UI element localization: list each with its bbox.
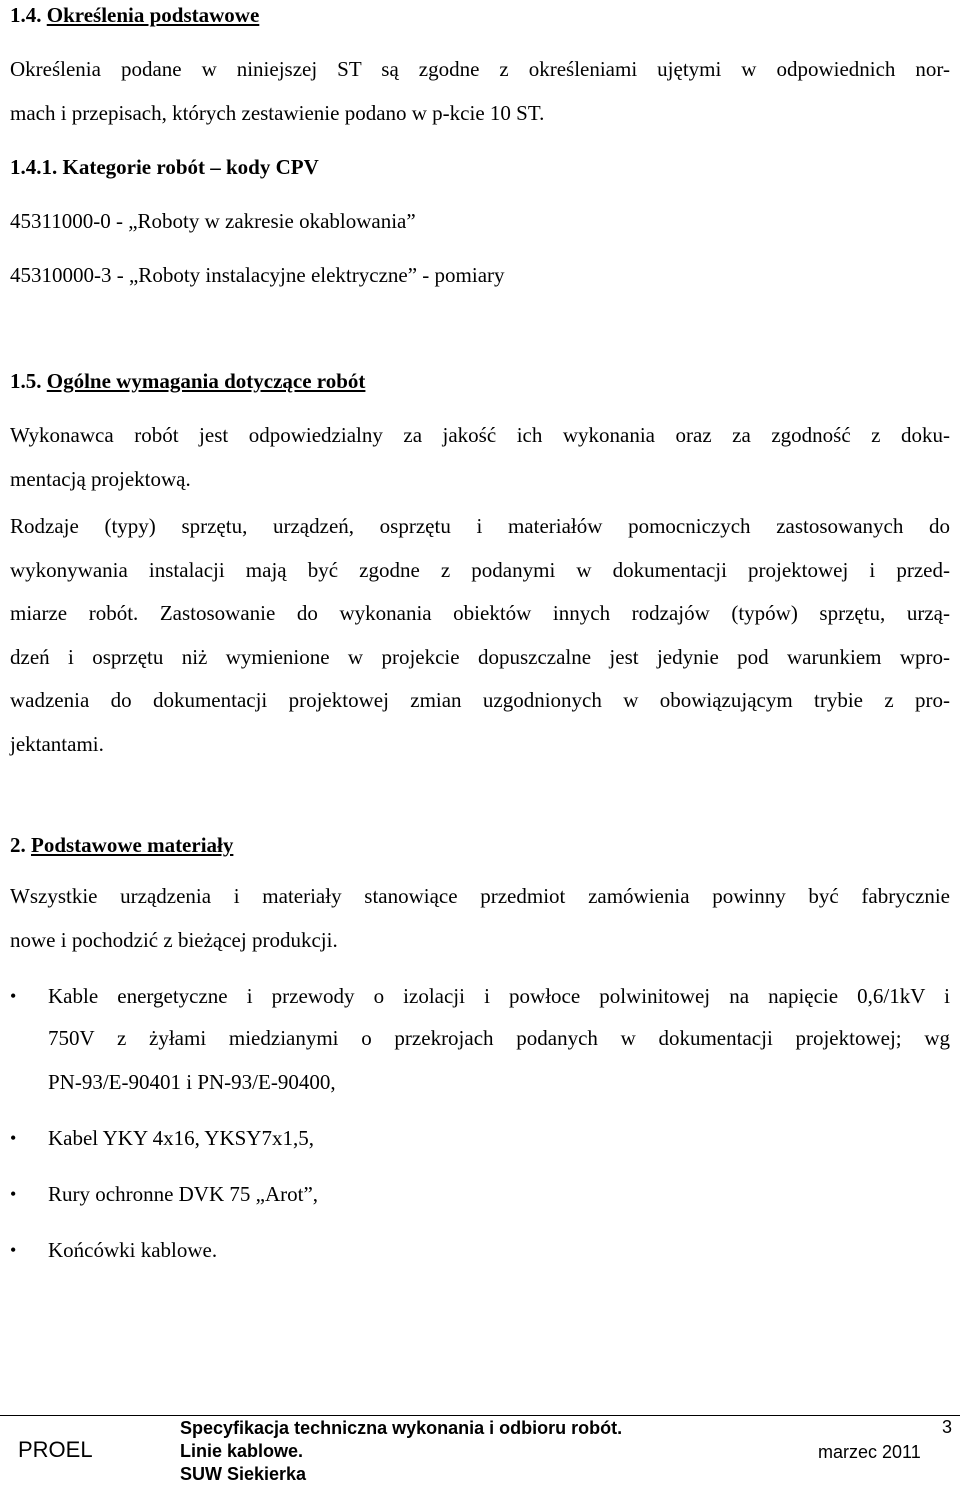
section-heading-2: [10, 832, 950, 858]
footer-company: PROEL: [18, 1437, 93, 1462]
paragraph-line: mach i przepisach, których zestawienie podano w p-kcie 10 ST.: [10, 101, 545, 125]
section-number: 1.5.: [10, 369, 42, 393]
paragraph-line: mentacją projektową.: [10, 467, 191, 491]
paragraph-line: Rodzaje (typy) sprzętu, urządzeń, osprzętu i materiałów pomocniczych zastosowanych do: [10, 514, 950, 538]
section-heading-1-4: [10, 2, 950, 28]
list-item: Końcówki kablowe.: [48, 1238, 218, 1262]
paragraph-line: wadzenia do dokumentacji projektowej zmian uzgodnionych w obowiązującym trybie z pro-: [10, 688, 950, 712]
section-heading-1-5: [10, 368, 950, 394]
section-number: 1.4.: [10, 3, 42, 27]
footer-title-line: SUW Siekierka: [180, 1464, 307, 1484]
page-number: 3: [942, 1417, 953, 1437]
section-title: Podstawowe materiały: [31, 833, 234, 857]
cpv-code-line: 45311000-0 - „Roboty w zakresie okablowania”: [10, 209, 416, 233]
list-item: Rury ochronne DVK 75 „Arot”,: [48, 1182, 319, 1206]
paragraph-line: jektantami.: [10, 732, 104, 756]
list-item: Kabel YKY 4x16, YKSY7x1,5,: [48, 1126, 314, 1150]
section-title: Ogólne wymagania dotyczące robót: [46, 369, 366, 393]
list-item-line: Kable energetyczne i przewody o izolacji i powłoce polwinitowej na napięcie 0,6/1kV i: [48, 984, 950, 1008]
paragraph-line: nowe i pochodzić z bieżącej produkcji.: [10, 928, 338, 952]
footer-title-line: Linie kablowe.: [180, 1441, 304, 1461]
cpv-code-line: 45310000-3 - „Roboty instalacyjne elektryczne” - pomiary: [10, 263, 505, 287]
section-number: 2.: [10, 833, 26, 857]
footer-date: marzec 2011: [818, 1442, 921, 1462]
paragraph-line: Wykonawca robót jest odpowiedzialny za jakość ich wykonania oraz za zgodność z doku-: [10, 423, 950, 447]
paragraph-line: miarze robót. Zastosowanie do wykonania obiektów innych rodzajów (typów) sprzętu, urzą-: [10, 601, 950, 625]
bullet-icon: •: [10, 1128, 17, 1148]
bullet-icon: •: [10, 986, 17, 1006]
paragraph-line: Wszystkie urządzenia i materiały stanowiące przedmiot zamówienia powinny być fabrycznie: [10, 884, 950, 908]
paragraph-line: dzeń i osprzętu niż wymienione w projekcie dopuszczalne jest jedynie pod warunkiem wpro-: [10, 645, 950, 669]
bullet-icon: •: [10, 1240, 17, 1260]
subsection-heading-1-4-1: 1.4.1. Kategorie robót – kody CPV: [10, 155, 319, 179]
footer-divider: [0, 1415, 960, 1416]
section-title: Określenia podstawowe: [46, 3, 260, 27]
list-item-line: 750V z żyłami miedzianymi o przekrojach podanych w dokumentacji projektowej; wg: [48, 1026, 950, 1050]
footer-title-line: Specyfikacja techniczna wykonania i odbioru robót.: [180, 1418, 623, 1438]
bullet-icon: •: [10, 1184, 17, 1204]
list-item-line: PN-93/E-90401 i PN-93/E-90400,: [48, 1070, 336, 1094]
page-footer: [0, 1415, 960, 1489]
paragraph-line: Określenia podane w niniejszej ST są zgodne z określeniami ujętymi w odpowiednich nor-: [10, 57, 950, 81]
paragraph-line: wykonywania instalacji mają być zgodne z podanymi w dokumentacji projektowej i przed-: [10, 558, 950, 582]
